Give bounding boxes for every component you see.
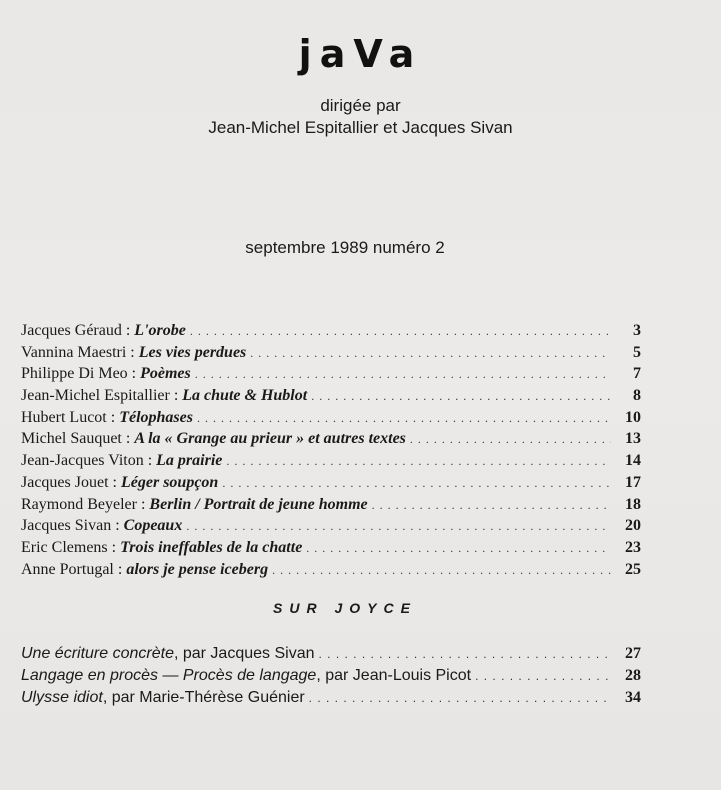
toc-author: Vannina Maestri : (21, 343, 135, 361)
leader-dots (410, 432, 611, 447)
toc-byline: , par Marie-Thérèse Guénier (102, 689, 305, 706)
toc-page: 8 (633, 387, 641, 405)
toc-title: alors je pense iceberg (126, 560, 269, 578)
toc-row (21, 365, 641, 387)
toc-row (21, 667, 641, 689)
toc-row (21, 645, 641, 667)
toc-title: L'orobe (134, 322, 186, 339)
toc-title: Léger soupçon (120, 473, 219, 491)
toc-title: Les vies perdues (138, 343, 247, 361)
toc-row (21, 474, 641, 496)
leader-dots (372, 498, 611, 513)
toc-byline: , par Jacques Sivan (173, 645, 315, 662)
toc-page: 25 (625, 560, 641, 578)
toc-title: Une écriture concrète (21, 645, 174, 662)
leader-dots (319, 647, 612, 661)
leader-dots (306, 541, 611, 556)
toc-page: 23 (625, 538, 641, 556)
toc-author: Jean-Michel Espitallier : (21, 387, 179, 405)
toc-row (21, 496, 641, 518)
toc-page: 10 (625, 408, 641, 426)
toc-row (21, 517, 641, 539)
toc-page: 5 (633, 343, 641, 361)
issue-line: septembre 1989 numéro 2 (245, 238, 445, 257)
toc-page: 18 (625, 495, 641, 513)
directed-by-label: dirigée par (320, 96, 401, 115)
leader-dots (222, 476, 611, 491)
toc-row (21, 409, 641, 431)
journal-logo: jaVa (298, 32, 423, 76)
leader-dots (309, 691, 611, 705)
toc-title: A la « Grange au prieur » et autres textes (134, 430, 406, 448)
section-title-sur-joyce: SUR JOYCE (273, 600, 417, 616)
toc-author: Hubert Lucot : (21, 408, 116, 426)
toc-title: Télophases (119, 408, 193, 426)
leader-dots (250, 346, 611, 361)
toc-row (21, 322, 641, 344)
toc-row (21, 344, 641, 366)
table-of-contents (21, 322, 641, 582)
toc-title: Trois ineffables de la chatte (120, 538, 303, 556)
toc-author: Michel Sauquet : (21, 430, 131, 448)
toc-page: 28 (625, 667, 641, 684)
toc-row (21, 561, 641, 583)
leader-dots (226, 454, 611, 469)
toc-row (21, 387, 641, 409)
leader-dots (195, 367, 611, 382)
toc-page: 7 (633, 365, 641, 383)
editors-line: Jean-Michel Espitallier et Jacques Sivan (208, 118, 513, 137)
toc-page: 17 (625, 473, 641, 491)
toc-page: 34 (625, 689, 641, 706)
toc-page: 13 (625, 430, 641, 448)
joyce-contents (21, 645, 641, 711)
leader-dots (197, 411, 611, 426)
leader-dots (475, 669, 611, 683)
toc-title: Langage en procès — Procès de langage (21, 667, 317, 684)
leader-dots (272, 563, 611, 578)
toc-author: Anne Portugal : (21, 560, 123, 578)
leader-dots (311, 389, 611, 404)
toc-author: Eric Clemens : (21, 538, 117, 556)
toc-title: Berlin / Portrait de jeune homme (149, 495, 368, 513)
toc-row (21, 539, 641, 561)
toc-author: Jean-Jacques Viton : (21, 452, 153, 470)
toc-row (21, 430, 641, 452)
toc-title: Copeaux (123, 517, 183, 535)
toc-page: 20 (625, 517, 641, 535)
toc-page: 3 (633, 322, 641, 339)
toc-row (21, 452, 641, 474)
toc-author: Jacques Jouet : (21, 473, 117, 491)
toc-byline: , par Jean-Louis Picot (316, 667, 472, 684)
toc-page: 27 (625, 645, 641, 662)
toc-title: Poèmes (140, 365, 191, 383)
toc-author: Philippe Di Meo : (21, 365, 137, 383)
leader-dots (186, 519, 611, 534)
toc-title: La chute & Hublot (182, 387, 308, 405)
toc-author: Jacques Sivan : (21, 517, 120, 535)
toc-row (21, 689, 641, 711)
toc-author: Raymond Beyeler : (21, 495, 146, 513)
toc-page: 14 (625, 452, 641, 470)
toc-title: Ulysse idiot (21, 689, 103, 706)
leader-dots (190, 324, 611, 339)
toc-author: Jacques Géraud : (21, 322, 131, 339)
toc-title: La prairie (156, 452, 223, 470)
